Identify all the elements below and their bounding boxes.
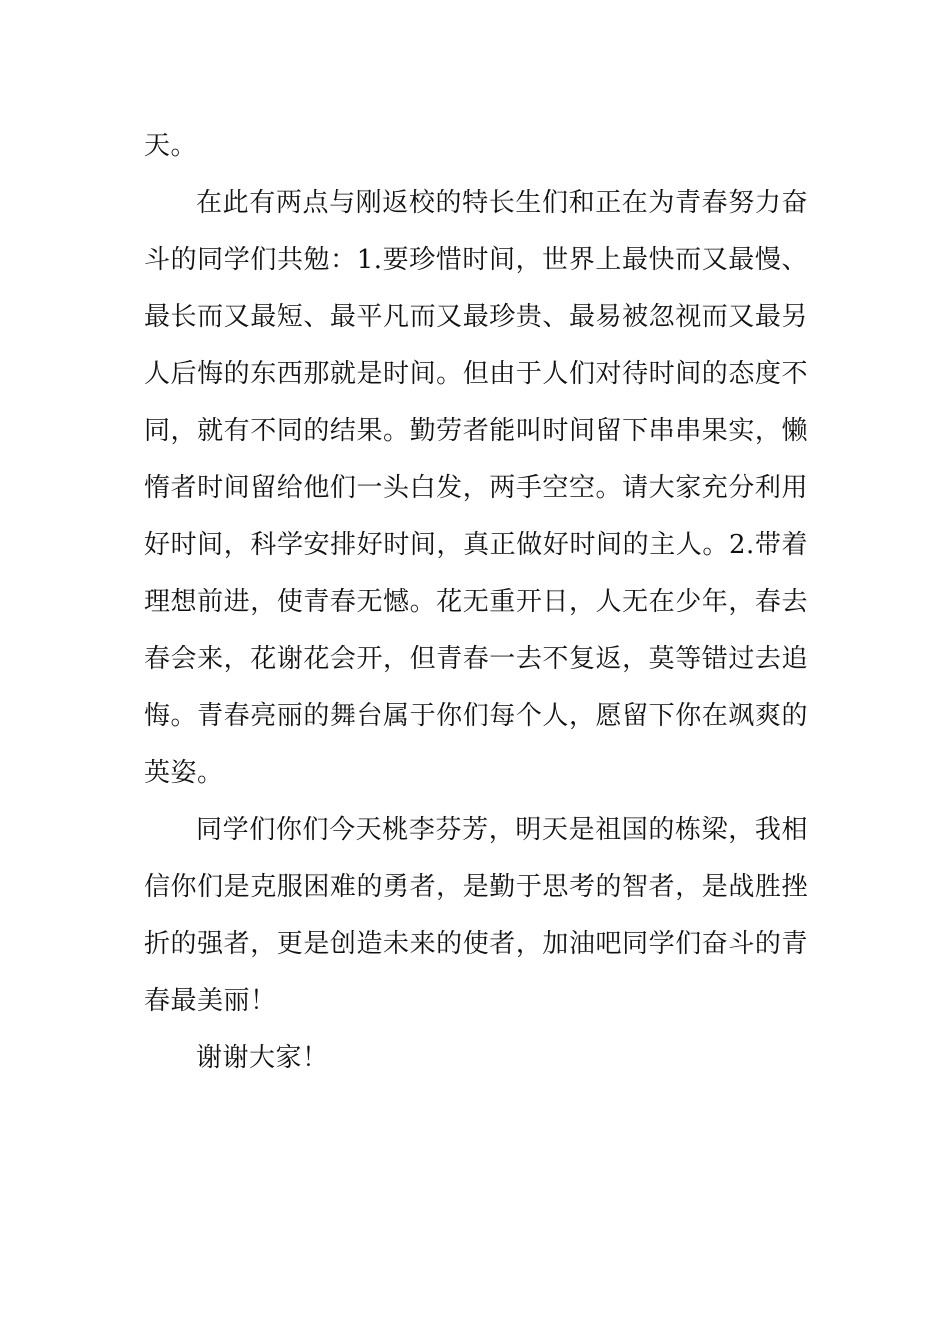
paragraph-time-and-ideals: 在此有两点与刚返校的特长生们和正在为青春努力奋斗的同学们共勉：1.要珍惜时间，世界上最快而又最慢、最长而又最短、最平凡而又最珍贵、最易被忽视而又最另人后悔的东西那就是时间。但由于人们对待时间的态度不同，就有不同的结果。勤劳者能叫时间留下串串果实，懒惰者时间留给他们一头白发，两手空空。请大家充分利用好时间，科学安排好时间，真正做好时间的主人。2.带着理想前进，使青春无憾。花无重开日，人无在少年，春去春会来，花谢花会开，但青春一去不复返，莫等错过去追悔。青春亮丽的舞台属于你们每个人，愿留下你在飒爽的英姿。: [144, 188, 808, 788]
paragraph-thanks: 谢谢大家！: [196, 1043, 329, 1073]
paragraph-continuation: 天。: [144, 131, 198, 161]
paragraph-encouragement: 同学们你们今天桃李芬芳，明天是祖国的栋梁，我相信你们是克服困难的勇者，是勤于思考的智者，是战胜挫折的强者，更是创造未来的使者，加油吧同学们奋斗的青春最美丽！: [144, 815, 808, 1016]
document-body: [144, 118, 808, 1087]
